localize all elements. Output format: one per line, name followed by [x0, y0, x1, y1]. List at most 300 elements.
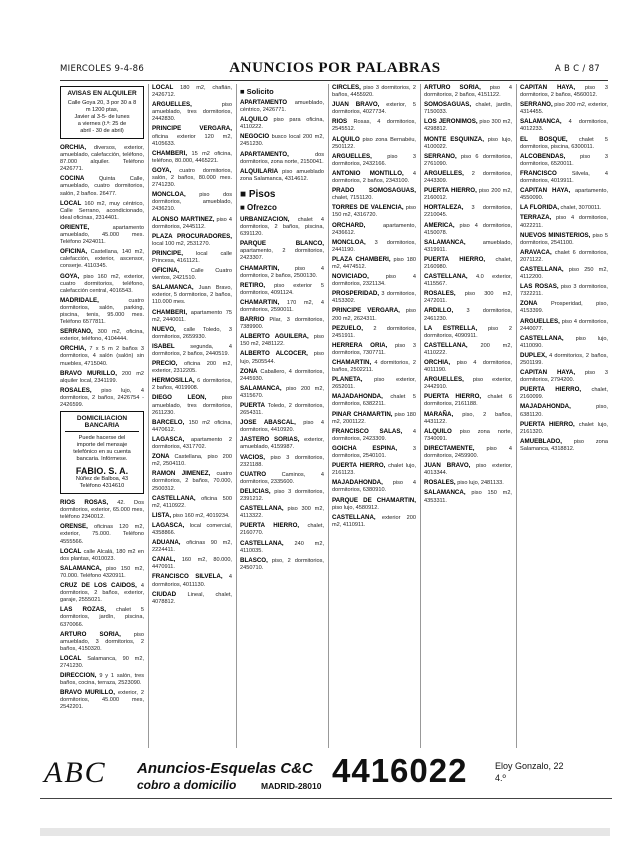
footer-service-brand: C&C: [280, 760, 313, 777]
ad-lead: ALQUILO: [240, 116, 268, 124]
ad-lead: SOMOSAGUAS,: [424, 101, 472, 109]
ad-lead: ARGUELLES,: [152, 101, 192, 109]
ad-lead: CIRCLES,: [332, 84, 361, 91]
classified-ad: [332, 84, 416, 99]
classified-ad: [332, 136, 416, 151]
footer-street: Eloy Gonzalo, 22: [495, 761, 564, 771]
classified-ad: [520, 266, 608, 281]
classified-ad: [332, 273, 416, 288]
classified-ad: [332, 204, 416, 219]
ad-lead: ORENSE,: [60, 523, 88, 531]
ad-lead: MONTE ESQUINZA,: [424, 135, 484, 143]
classified-ad: [240, 454, 324, 469]
ad-lead: CASTELLANA,: [520, 334, 564, 342]
classified-ad: [152, 360, 232, 375]
ad-text: piso 4 dormitorios, 2 baños, 2500130.: [240, 265, 324, 279]
classified-ad: [240, 282, 324, 297]
header-date: MIERCOLES 9-4-86: [60, 64, 145, 74]
classified-ad: [332, 101, 416, 116]
ad-text: diversos, exterior, amueblado, calefacción, teléfono, 87.000 alquiler. Teléfono 2426771.: [60, 145, 144, 173]
ad-lead: LOCAL: [60, 654, 82, 662]
ad-text: 3 dormitorios, 2441190.: [332, 239, 416, 253]
classified-ad: [424, 290, 512, 305]
classified-ad: [152, 419, 232, 434]
classified-ad: [520, 232, 608, 247]
classified-ad: [152, 394, 232, 416]
ad-lead: CASTELLANA,: [332, 513, 376, 521]
classified-ad: [240, 116, 324, 131]
ad-lead: SALAMANCA,: [424, 238, 466, 246]
notice-box: [60, 411, 144, 494]
ad-lead: ARAVACA,: [520, 248, 552, 256]
ad-lead: PARQUE DE CHAMARTIN,: [332, 496, 416, 504]
ad-text: 240 m2, 4110035.: [240, 540, 324, 554]
ad-text: piso 160 m2, 4019234.: [172, 512, 230, 519]
footer-service-title: [137, 760, 313, 777]
classified-ad: [332, 411, 416, 426]
ad-lead: BRAVO MURILLO,: [60, 689, 115, 697]
ad-text: Prosperidad, piso, 4153399.: [520, 301, 608, 315]
ad-lead: PINAR CHAMARTIN,: [332, 410, 393, 418]
classified-ad: [60, 175, 144, 197]
ad-text: piso lujo, 2481133.: [457, 480, 504, 487]
ad-lead: ALCOBENDAS,: [520, 152, 566, 160]
ad-text: 4 dormitorios, 2 baños, exterior, garaje, 2555021.: [60, 583, 144, 604]
ad-text: piso 200 m2, 2160012.: [424, 188, 512, 202]
ad-text: piso 150 m2, 70.000. Teléfono 4320911.: [60, 565, 144, 579]
notice-line: abril - 30 de abril): [80, 128, 124, 134]
classified-ad: [520, 386, 608, 401]
ad-lead: CAPITAN HAYA,: [520, 187, 571, 195]
section-heading: ■ Pisos: [240, 188, 276, 200]
classified-ad: [424, 204, 512, 219]
ad-text: piso 4 dormitorios, 2459900.: [424, 445, 512, 460]
ad-text: apartamento 2 dormitorios, 4317702.: [152, 436, 232, 451]
ad-text: oficinas 90 m2, 2224411.: [152, 540, 232, 554]
classified-ad: [520, 118, 608, 133]
ad-lead: ARDILLO,: [424, 307, 454, 315]
ad-column-6: [520, 84, 608, 748]
ad-lead: CASTELLANA,: [520, 265, 564, 273]
ad-text: Silvela, 4 dormitorios, 4019911.: [520, 170, 608, 185]
header-page-number: A B C / 87: [554, 64, 600, 74]
ad-lead: SALAMANCA,: [152, 284, 194, 292]
classified-ad: [332, 359, 416, 374]
classified-ad: [60, 499, 144, 521]
ad-lead: PRINCIPE VERGARA,: [332, 307, 400, 315]
ad-text: 160 m2, 80.000, 4470911.: [152, 557, 232, 571]
classified-ad: [152, 573, 232, 588]
ad-lead: PROSPERIDAD,: [332, 290, 380, 298]
ad-lead: ALBERTO ALCOCER,: [240, 350, 308, 358]
classified-ad: [60, 548, 144, 563]
ad-text: oficinas 120 m2, exterior, 75.000. Teléfono 4555566.: [60, 524, 144, 545]
ad-lead: CUATRO: [240, 470, 267, 478]
ad-text: dos dormitorios, zona norte, 2150041.: [240, 151, 324, 165]
section-heading: ■ Solicito: [240, 87, 274, 96]
classified-ad: [424, 342, 512, 357]
footer-service-subtitle: cobro a domicilio: [137, 778, 237, 792]
ad-text: 300 m2, oficina, exterior, teléfono, 4104444.: [60, 329, 144, 343]
ad-text: chalet 6 dormitorios, 2071122.: [520, 249, 608, 263]
ad-text: 7 x 5 m 2 baños 3 dormitorios, 4 salón (salón) sin muebles, 4715040.: [60, 346, 144, 367]
classified-ad: [152, 191, 232, 213]
classified-ad: [60, 328, 144, 343]
classified-ad: [240, 522, 324, 537]
ad-lead: NEGOCIO: [240, 133, 270, 141]
ad-lead: ZONA: [520, 300, 538, 308]
classified-ad: [152, 470, 232, 492]
ad-lead: LA FLORIDA,: [520, 204, 559, 212]
ad-lead: ANTONIO MONTILLO,: [332, 169, 404, 177]
ad-lead: DIRECTAMENTE,: [424, 444, 475, 452]
classified-ad: [152, 522, 232, 537]
classified-ad: [424, 256, 512, 271]
ad-lead: BARCELO,: [152, 418, 185, 426]
ad-text: exterior, 2 dormitorios, 45.000 mes, 2542201.: [60, 690, 144, 711]
ad-lead: AMERICA,: [424, 221, 455, 229]
footer-phone: 4416022: [332, 752, 468, 789]
ad-text: chalet lujo, 2161123.: [332, 463, 416, 477]
classified-ad: [152, 453, 232, 468]
classified-ad: [60, 565, 144, 580]
ad-lead: JUAN BRAVO,: [424, 462, 471, 470]
ad-lead: ORCHIA,: [424, 359, 451, 366]
ad-lead: ARGUELLES,: [424, 376, 464, 384]
ad-text: exterior, amueblado, 4159987.: [240, 437, 324, 451]
classified-ad: [520, 101, 608, 116]
ad-text: Salamanca, 90 m2, 2741230.: [60, 655, 144, 669]
ad-column-5: [424, 84, 512, 748]
classified-ad: [520, 187, 608, 202]
classified-ad: [152, 150, 232, 165]
header-rule: [60, 80, 608, 81]
classified-ad: [424, 376, 512, 391]
classified-ad: [240, 436, 324, 451]
classified-ad: [332, 170, 416, 185]
ad-text: piso 2 dormitorios, 4090911.: [424, 325, 512, 339]
ad-lead: NUEVO,: [152, 325, 176, 333]
ad-column-1: [60, 84, 144, 748]
ad-text: piso 3 dormitorios, 2432166.: [332, 153, 416, 167]
ad-text: piso amueblado, 3 dormitorios, 2 baños, 4150320.: [60, 631, 144, 652]
classified-ad: [240, 299, 324, 314]
classified-ad: [152, 250, 232, 265]
classified-ad: [240, 350, 324, 365]
classified-ad: [424, 118, 512, 133]
classified-ad: [424, 239, 512, 254]
classified-ad: [152, 377, 232, 392]
column-divider: [236, 84, 237, 748]
ad-lead: SERRANO,: [60, 328, 93, 336]
classified-ad: [240, 557, 324, 572]
ad-text: 160 m2, muy céntrico, Calle Serrano, acondicionado, ideal oficinas, 2314401.: [60, 200, 144, 221]
classified-ad: [240, 333, 324, 348]
ad-text: 4 dormitorios, 2 baños, 2343100.: [332, 170, 416, 185]
classified-ad: [152, 284, 232, 306]
ad-lead: PUERTA HIERRO,: [424, 393, 482, 401]
classified-ad: [424, 222, 512, 237]
ad-text: Lineal, chalet, 4078812.: [152, 591, 232, 605]
classified-ad: [424, 479, 512, 487]
classified-ad: [520, 421, 608, 436]
ad-lead: EL BOSQUE,: [520, 135, 568, 143]
classified-ad: [240, 505, 324, 520]
ad-text: piso lujo, 2505544.: [240, 351, 324, 365]
ad-text: oficina 500 m2, 4110922.: [152, 495, 232, 509]
ad-lead: CHAMARTIN,: [332, 359, 372, 366]
ad-lead: MADRIDALE,: [60, 296, 99, 304]
ad-lead: MONCLOA,: [152, 191, 186, 199]
ad-text: piso lujo, 4110090.: [520, 335, 608, 349]
ad-text: 200 m2 alquiler local, 2341199.: [60, 370, 144, 384]
classified-ad: [520, 204, 608, 212]
classified-ad: [520, 214, 608, 229]
ad-text: 15 m2 oficina, teléfono, 80.000, 4465221.: [152, 150, 232, 164]
ad-text: piso exterior, 4013344.: [424, 463, 512, 477]
ad-lead: ALONSO MARTINEZ,: [152, 215, 215, 223]
classified-ad: [332, 514, 416, 529]
classified-ad: [152, 512, 232, 520]
classified-ad: [424, 428, 512, 443]
ad-lead: CASTELLANA,: [424, 341, 468, 349]
ad-lead: DUPLEX,: [520, 351, 547, 359]
ad-text: piso 3 dormitorios, 2794200.: [520, 370, 608, 384]
ad-lead: MAJADAHONDA,: [332, 393, 383, 401]
ad-lead: ORCHIA,: [60, 345, 87, 353]
ad-lead: ISABEL: [152, 342, 175, 350]
classified-ad: [520, 403, 608, 418]
ad-text: 4 dormitorios, 4012233.: [520, 119, 608, 133]
ad-lead: SERRANO,: [424, 152, 457, 160]
ad-lead: LAS ROZAS,: [60, 606, 106, 614]
ad-text: busco local 200 m2, 2451230.: [240, 134, 324, 148]
column-divider: [516, 84, 517, 748]
ad-lead: PUERTA HIERRO,: [240, 522, 300, 530]
ad-text: 4.0 exterior, 4115567.: [424, 274, 512, 288]
ad-text: piso 150 m2, 4353311.: [424, 490, 512, 504]
classified-ad: [240, 316, 324, 331]
classified-ad: [152, 84, 232, 99]
ad-text: piso para oficina, 4110222.: [240, 117, 324, 131]
ad-lead: GOYA,: [152, 166, 172, 174]
ad-lead: NUEVOS MINISTERIOS,: [520, 231, 591, 239]
notice-line: Calle Goya 20, 3 por 30 a 8 m 1200 ptas,: [67, 100, 137, 113]
classified-ad: [520, 369, 608, 384]
footer-banner: [40, 754, 610, 798]
ad-text: 3 dormitorios, 2461230.: [424, 308, 512, 322]
classified-ad: [424, 307, 512, 322]
ad-text: Castellana, 140 m2, calefacción, exterior, ascensor, conserje. 4110345.: [60, 249, 144, 270]
ad-text: piso 180 m2, 4474512.: [332, 256, 416, 270]
ad-lead: FRANCISCO: [520, 169, 557, 177]
ad-lead: COCINA: [60, 175, 85, 183]
ad-lead: ALBERTO AGUILERA,: [240, 333, 309, 341]
classified-ad: [240, 385, 324, 400]
ad-text: 4 dormitorios, 2 baños, 2502211.: [332, 360, 416, 374]
ad-lead: LOS JERONIMOS,: [424, 118, 478, 126]
ad-text: piso 3 dormitorios, 6520011.: [520, 153, 608, 167]
ad-text: local calle Princesa, 4161121.: [152, 250, 232, 264]
ad-lead: DIRECCION,: [60, 672, 97, 680]
ad-column-3: [240, 84, 324, 748]
ad-lead: CANAL,: [152, 556, 176, 564]
ad-lead: ALQUILO: [424, 427, 452, 435]
classified-ad: [332, 325, 416, 340]
classified-ad: [332, 256, 416, 271]
ad-lead: PLANETA,: [332, 376, 363, 384]
ad-text: Caminos, 4 dormitorios, 2335600.: [240, 471, 324, 485]
abc-logo: ABC: [44, 756, 107, 789]
ad-lead: PRINCIPE,: [152, 249, 183, 257]
ad-text: calle Alcalá, 180 m2 en dos plantas, 4010023.: [60, 548, 144, 562]
ad-lead: URBANIZACION,: [240, 215, 290, 223]
ad-text: piso zona Salamanca, 4318812.: [520, 438, 608, 452]
ad-text: local comercial, 4358866.: [152, 522, 232, 536]
ad-lead: DIEGO LEON,: [152, 394, 207, 402]
ad-lead: LOCAL: [152, 84, 174, 91]
ad-text: piso 200 m2, exterior, 4314455.: [520, 102, 608, 116]
classified-ad: [240, 402, 324, 417]
footer-city: MADRID-28010: [261, 781, 322, 791]
ad-text: Pilar, 3 dormitorios, 7389900.: [240, 317, 324, 331]
classified-ad: [152, 125, 232, 147]
classified-ad: [240, 99, 324, 114]
ad-lead: DELICIAS,: [240, 487, 271, 495]
ad-column-2: [152, 84, 232, 748]
ad-lead: VACIOS,: [240, 453, 265, 461]
ad-text: cuatro dormitorios, 2 baños, 70.000, 2500312.: [152, 471, 232, 492]
ad-text: piso 150 m2, 4316720.: [332, 205, 416, 219]
ad-text: piso zona Bernabéu, 2501122.: [332, 136, 416, 150]
classified-ad: [240, 419, 324, 434]
classified-ad: [424, 411, 512, 426]
ad-text: 3 dormitorios, 2210045.: [424, 205, 512, 219]
ad-lead: RIOS: [332, 118, 348, 126]
ad-text: chalet 5 dormitorios, piscina, 6300011.: [520, 136, 608, 150]
classified-ad: [240, 368, 324, 383]
classified-ad: [332, 497, 416, 512]
ad-lead: PUERTA HIERRO,: [424, 187, 477, 195]
classified-ad: [424, 153, 512, 168]
ad-text: piso 4 dormitorios, 2321134.: [332, 274, 416, 288]
ad-lead: BLASCO,: [240, 556, 268, 564]
ad-text: chalet, 2160770.: [240, 523, 324, 537]
ad-lead: ORCHIA,: [60, 144, 87, 151]
classified-ad: [424, 462, 512, 477]
ad-lead: CAPITAN HAYA,: [520, 84, 576, 91]
ad-lead: BRAVO MURILLO,: [60, 369, 117, 377]
ad-text: piso 3 dormitorios, 2 baños, 4455920.: [332, 85, 416, 99]
ad-text: 170 m2, 4 dormitorios, 2590011.: [240, 299, 324, 313]
ad-text: chalet 5 dormitorios, jardín, piscina, 6370066.: [60, 607, 144, 628]
notice-line: Javier al 3-5- de lunes: [74, 114, 130, 120]
ad-text: Toledo, 2 dormitorios, 2654311.: [240, 403, 324, 417]
ad-lead: PUERTA HIERRO,: [332, 462, 386, 470]
classified-ad: [332, 462, 416, 477]
ad-text: piso 3 dormitorios, 7322211.: [520, 284, 608, 298]
ad-lead: PUERTA HIERRO,: [424, 255, 486, 263]
ad-lead: ROSALES,: [424, 479, 456, 487]
classified-ad: [60, 224, 144, 246]
ad-lead: PUERTA HIERRO,: [520, 420, 575, 428]
ad-text: Juan Bravo, exterior, 5 dormitorios, 2 baños, 110.000 mes.: [152, 285, 232, 306]
ad-text: piso 300 m2, 4113322.: [240, 506, 324, 520]
ad-lead: SALAMANCA,: [240, 384, 282, 392]
ad-text: piso lujo, 4 dormitorios, 2 baños, 2426754 - 2426599.: [60, 387, 144, 408]
classified-ad: [520, 438, 608, 453]
classified-ad: [60, 606, 144, 628]
classified-ad: [520, 352, 608, 367]
ad-text: 4 dormitorios, 4011130.: [152, 574, 232, 588]
classified-ad: [152, 267, 232, 282]
classified-ad: [60, 200, 144, 222]
ad-text: Castellana, piso 200 m2, 2504110.: [152, 454, 232, 468]
classified-ad: [60, 387, 144, 409]
classified-ad: [332, 187, 416, 202]
ad-lead: AMUEBLADO,: [520, 437, 562, 445]
ad-lead: ARTURO SORIA,: [60, 630, 121, 638]
ad-text: piso 160 m2, exterior, cuatro dormitorios, teléfono, calefacción central, 4016543.: [60, 273, 144, 294]
ad-text: chalet, 2160980.: [424, 256, 512, 270]
ad-text: chalet, 3070011.: [560, 205, 602, 212]
classified-ad: [520, 335, 608, 350]
ad-text: amueblado, céntrico, 2426771.: [240, 100, 324, 114]
ad-text: piso amueblado, tres dormitorios, 2611230.: [152, 395, 232, 416]
classified-ad: [60, 345, 144, 367]
ad-lead: ALQUILARIA: [240, 167, 279, 175]
classified-ad: [520, 300, 608, 315]
ad-text: amueblado, 4319911.: [424, 239, 512, 253]
ad-text: piso 180 m2, 2001122.: [332, 411, 416, 425]
ad-text: piso 4 dormitorios, 4022211.: [520, 215, 608, 229]
classified-ad: [332, 479, 416, 494]
classified-ad: [520, 283, 608, 298]
ad-lead: PRADO SOMOSAGUAS,: [332, 187, 416, 195]
ad-lead: PLAZA CHAMBERI,: [332, 255, 391, 263]
ad-text: Caballero, 4 dormitorios, 2445930.: [240, 368, 324, 382]
ad-lead: CHAMARTIN,: [240, 298, 280, 306]
ad-lead: PARQUE BLANCO,: [240, 240, 324, 248]
classified-ad: [240, 240, 324, 262]
ad-lead: CAPITAN HAYA,: [520, 369, 576, 377]
ad-lead: APARTAMENTO: [240, 99, 288, 106]
ad-lead: JUAN BRAVO,: [332, 101, 380, 109]
classified-ad: [424, 170, 512, 185]
ad-lead: JASTERO SORIAS,: [240, 436, 300, 444]
ad-text: piso 300 m2, 4298812.: [424, 119, 512, 133]
classified-ad: [424, 325, 512, 340]
ad-lead: MAJADAHONDA,: [332, 479, 383, 487]
classified-ad: [152, 495, 232, 510]
notice-line: a viernes (t.ª: 25 de: [77, 121, 127, 127]
ad-text: piso 4 dormitorios, 6380910.: [332, 480, 416, 494]
classified-ad: [152, 326, 232, 341]
ad-lead: OFICINA,: [60, 248, 88, 256]
ad-lead: ALQUILO: [332, 135, 360, 143]
classified-ad: [240, 216, 324, 238]
classified-ad: [332, 153, 416, 168]
classified-ad: [152, 591, 232, 606]
classified-ad: [60, 273, 144, 295]
ad-text: calle Toledo, 3 dormitorios, 2659930.: [152, 326, 232, 340]
notice-title: DOMICILIACION BANCARIA: [65, 415, 139, 432]
ad-text: apartamento, 4550090.: [520, 188, 608, 202]
ad-lead: FRANCISCO SILVELA,: [152, 573, 223, 581]
classified-ad: [60, 631, 144, 653]
classified-ad: [60, 248, 144, 270]
ad-lead: HERRERA ORIA,: [332, 341, 388, 349]
